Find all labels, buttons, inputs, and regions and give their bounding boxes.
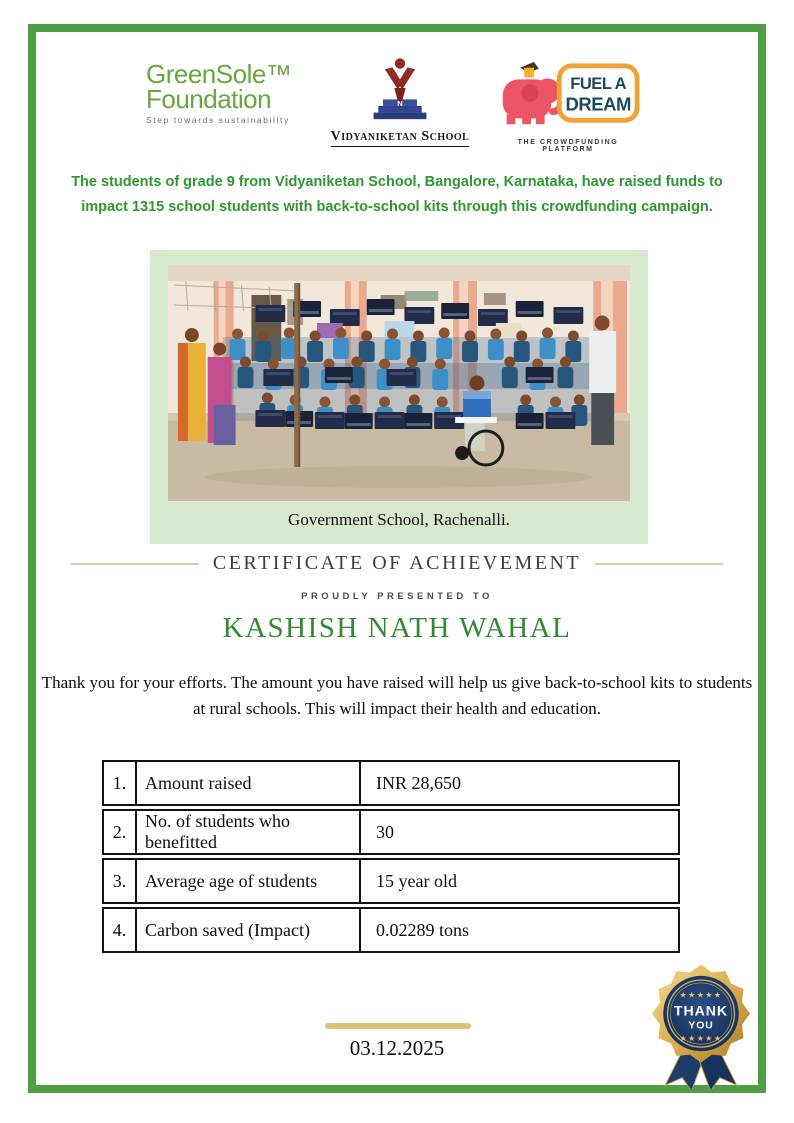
presented-to-label: PROUDLY PRESENTED TO [301,591,493,602]
title-right-rule [595,563,723,565]
row-label: Carbon saved (Impact) [137,909,361,951]
thank-you-message: Thank you for your efforts. The amount you have raised will help us give back-to-school kits to students at rural schools. This will impact their health and education. [41,673,753,719]
photo-caption: Government School, Rachenalli. [288,510,510,529]
row-value: 15 year old [376,870,457,891]
greensole-wordmark-line1: GreenSole™ [146,59,292,89]
row-number: 4. [104,909,137,951]
photo-card [150,250,648,544]
badge-stars-top: ★★★★★ [679,990,723,1000]
fueladream-logo [492,58,644,153]
date: 03.12.2025 [349,1036,445,1060]
certificate-title: CERTIFICATE OF ACHIEVEMENT [212,552,582,574]
row-number: 2. [104,811,137,853]
emblem-letter: N [397,98,403,108]
date-divider [325,1023,471,1029]
fueladream-tagline: THE CROWDFUNDING PLATFORM [517,139,619,153]
recipient-name: KASHISH NATH WAHAL [222,612,572,644]
title-left-rule [71,563,199,565]
badge-text-line1: THANK [673,1002,729,1019]
greensole-logo [146,59,316,125]
row-number: 3. [104,860,137,902]
table-row [102,760,680,806]
certificate-title-row [0,552,794,575]
thank-you-badge-icon [644,957,758,1089]
fueladream-wordmark-line2: DREAM [565,93,631,115]
row-value: INR 28,650 [376,772,461,793]
greensole-tagline: Step towards sustainability [146,115,290,125]
badge-text-line2: YOU [688,1020,714,1032]
table-row [102,907,680,953]
greensole-wordmark-line2: Foundation [146,84,272,114]
row-value: 0.02289 tons [376,919,470,940]
school-photo-illustration [168,265,630,501]
fueladream-wordmark-line1: FUEL A [570,74,627,94]
row-value: 30 [376,821,394,842]
vidyaniketan-emblem-icon [352,56,448,122]
row-label: Amount raised [137,762,361,804]
table-row [102,809,680,855]
row-label: No. of students who benefitted [137,811,361,853]
fueladream-elephant-icon [494,58,642,132]
badge-stars-bottom: ★★★★★ [679,1033,723,1043]
row-label: Average age of students [137,860,361,902]
campaign-intro-text: The students of grade 9 from Vidyaniketan School, Bangalore, Karnataka, have raised funds to impact 1315 school students with back-to-school kits through this crowdfunding campaign. [71,174,723,216]
vidyaniketan-school-name: Vidyaniketan School [331,129,470,147]
row-number: 1. [104,762,137,804]
vidyaniketan-logo [330,56,470,147]
impact-table [102,760,680,953]
table-row [102,858,680,904]
